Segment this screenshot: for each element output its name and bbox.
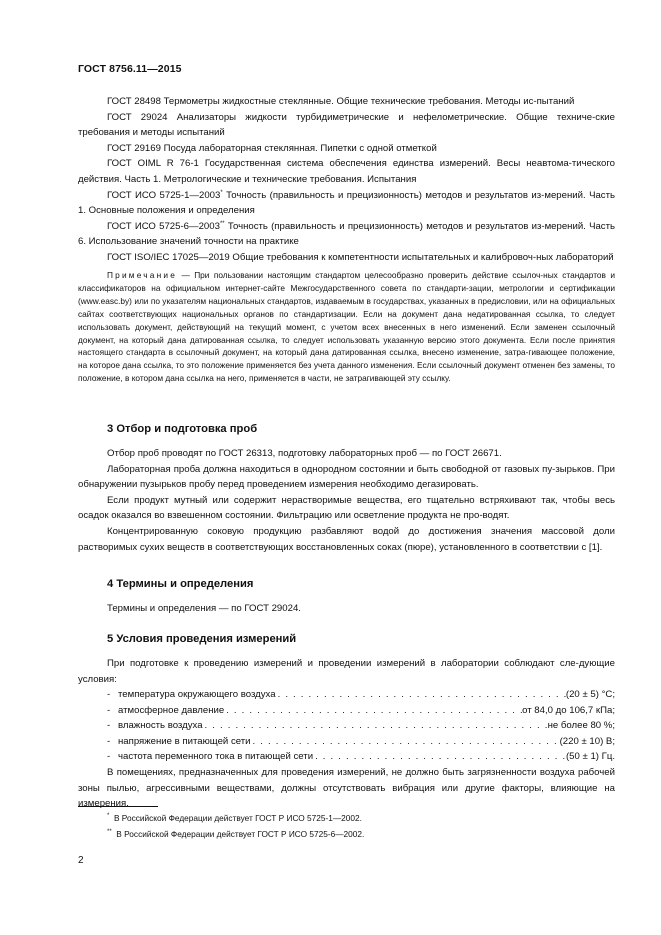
- section-4-body: [78, 601, 615, 617]
- paragraph: Термины и определения — по ГОСТ 29024.: [107, 603, 301, 614]
- section-3-heading: 3 Отбор и подготовка проб: [107, 423, 258, 435]
- footnote-ref: *: [220, 189, 223, 196]
- note-text: — При пользовании настоящим стандартом целесообразно проверить действие ссылоч-ных стандартов и классификаторов на официальном интернет-сайте Межгосударственного совета по стандарти-зации, метрологии и сертификации (www.easc.by) или по указателям национальных стандартов, издаваемым в государствах, указанных в предисловии, или на официальных сайтах соответствующих национальных органов по стандартизации. Если на документ дана недатированная ссылка, то следует использовать документ, действующий на текущий момент, с учетом всех внесенных в него изменений. Если заменен ссылочный документ, на который дана датированная ссылка, то следует использовать указанную версию этого документа. Если после принятия настоящего стандарта в ссылочный документ, на который дана датированная ссылка, внесено изменение, затра-гивающее положение, на которое дана ссылка, то это положение применяется без учета данного изменения. Если ссылочный документ отменен без замены, то положение, в котором дана ссылка на него, применяется в части, не затрагивающей эту ссылку.: [78, 270, 615, 384]
- section-4-heading: 4 Термины и определения: [107, 578, 254, 590]
- footnote-divider: [78, 806, 158, 807]
- reference-item: ГОСТ 29169 Посуда лабораторная стеклянная. Пипетки с одной отметкой: [107, 142, 437, 154]
- section-3-body: [78, 446, 615, 555]
- section-5-heading: 5 Условия проведения измерений: [107, 633, 297, 645]
- reference-item: ГОСТ ISO/IEC 17025—2019 Общие требования к компетентности испытательных и калибровоч-ных лабораторий: [107, 251, 614, 263]
- reference-item: ГОСТ ИСО 5725-6—2003** Точность (правильность и прецизионность) методов и результатов из-мерений. Часть 6. Использование значений точности на практике: [78, 220, 615, 248]
- footnote-ref: **: [219, 220, 225, 227]
- reference-item: ГОСТ 29024 Анализаторы жидкости турбидиметрические и нефелометрические. Общие техниче-ские требования и методы испытаний: [78, 111, 615, 139]
- paragraph: При подготовке к проведению измерений и проведении измерений в лаборатории соблюдают сле-дующие условия:: [78, 658, 615, 685]
- paragraph: Если продукт мутный или содержит нерастворимые вещества, его тщательно встряхивают так, чтобы весь осадок оказался во взвешенном состоянии. Фильтрацию или осветление продукта не про-водят.: [78, 494, 615, 522]
- footnote: ** В Российской Федерации действует ГОСТ Р ИСО 5725-6—2002.: [107, 829, 365, 839]
- conditions-list: [78, 687, 615, 765]
- footnote: * В Российской Федерации действует ГОСТ Р ИСО 5725-1—2002.: [107, 813, 362, 823]
- section-5-closing: [78, 765, 615, 812]
- condition-row: - частота переменного тока в питающей сети . . . (50 ± 1) Гц.: [78, 749, 615, 765]
- section-5-intro: [78, 656, 615, 687]
- page-header-title: ГОСТ 8756.11—2015: [78, 63, 182, 75]
- reference-item: ГОСТ ИСО 5725-1—2003* Точность (правильность и прецизионность) методов и результатов из-мерений. Часть 1. Основные положения и определения: [78, 189, 615, 217]
- condition-row: - влажность воздуха . . . не более 80 %;: [78, 718, 615, 734]
- page-number: 2: [78, 855, 84, 866]
- paragraph: Лабораторная проба должна находиться в однородном состоянии и быть свободной от газовых пу-зырьков. При обнаружении пузырьков пробу перед проведением измерения необходимо дегазировать.: [78, 463, 615, 491]
- reference-item: ГОСТ 28498 Термометры жидкостные стеклянные. Общие технические требования. Методы ис-пытаний: [107, 96, 575, 107]
- paragraph: Отбор проб проводят по ГОСТ 26313, подготовку лабораторных проб — по ГОСТ 26671.: [107, 448, 502, 459]
- paragraph: Концентрированную соковую продукцию разбавляют водой до достижения значения массовой доли растворимых сухих веществ в соответствующих восстановленных соках (пюре), установленного в соответствии с [1].: [78, 525, 615, 553]
- paragraph: В помещениях, предназначенных для проведения измерений, не должно быть загрязненности воздуха рабочей зоны пылью, агрессивными веществами, должны отсутствовать вибрация или другие факторы, влияющие на измерения.: [78, 767, 615, 810]
- condition-row: - температура окружающего воздуха . . . (20 ± 5) °С;: [78, 687, 615, 703]
- normative-references-list: [78, 94, 615, 266]
- reference-item: ГОСТ OIML R 76-1 Государственная система обеспечения единства измерений. Весы неавтома-тического действия. Часть 1. Метрологические и технические требования. Испытания: [78, 158, 615, 185]
- condition-row: - атмосферное давление . . . от 84,0 до 106,7 кПа;: [78, 703, 615, 719]
- note-label: Примечание: [107, 270, 178, 280]
- note-block: [78, 269, 615, 385]
- condition-row: - напряжение в питающей сети . . . (220 ± 10) В;: [78, 734, 615, 750]
